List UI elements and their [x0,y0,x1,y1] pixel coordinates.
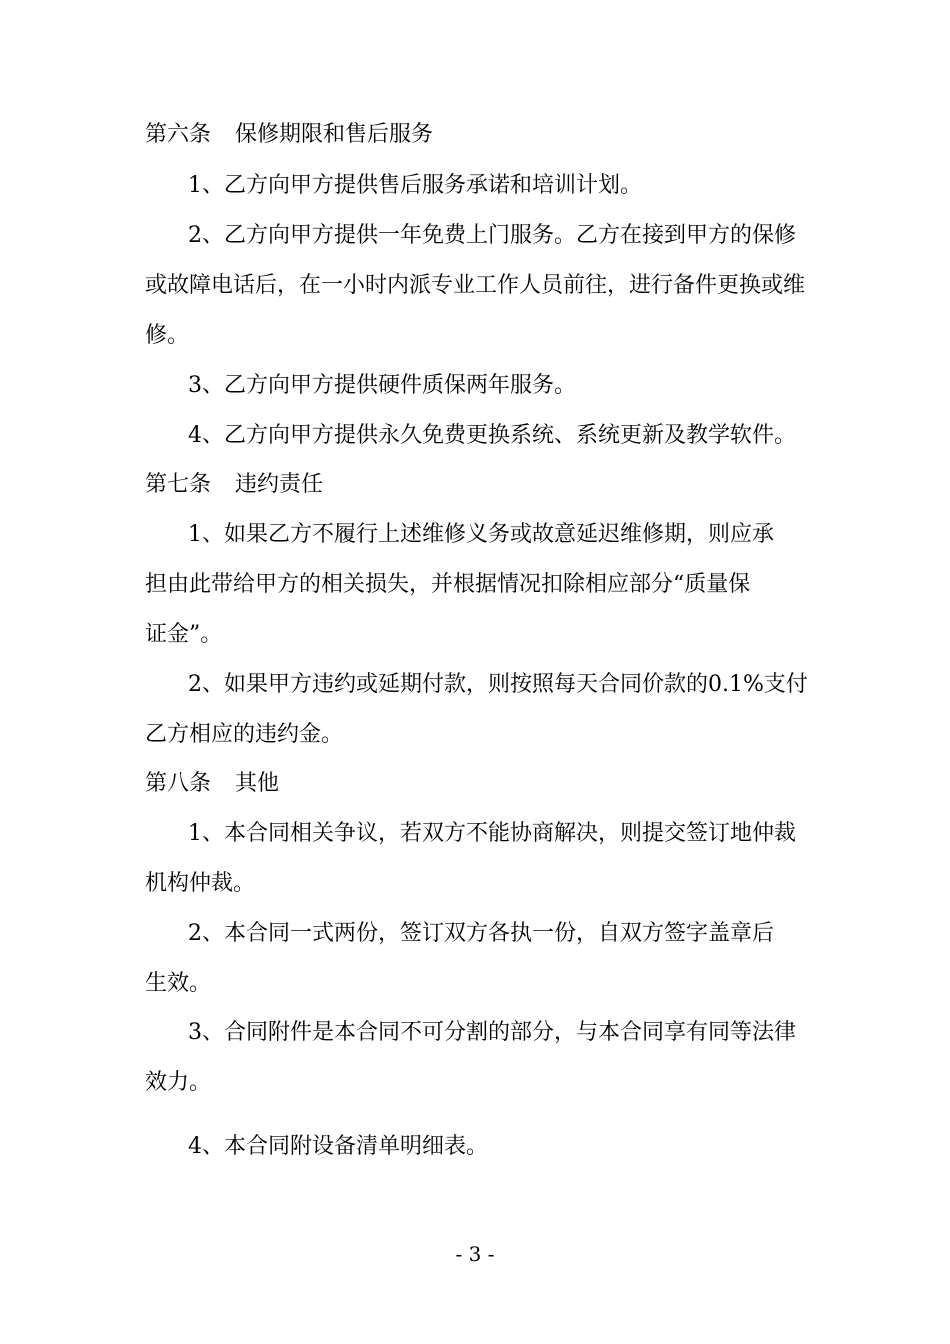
section-7-item-1-cont-2: 证金”。 [145,622,223,647]
section-6-title: 保修期限和售后服务 [235,122,434,147]
section-8-heading [145,769,279,799]
section-6-item-2-cont: 或故障电话后，在一小时内派专业工作人员前往，进行备件更换或维 [145,273,806,298]
section-8-number: 第八条 [145,771,212,796]
section-6-heading [145,120,433,150]
section-8-item-1-cont: 机构仲裁。 [145,871,256,896]
section-7-title: 违约责任 [235,472,324,497]
section-8-item-2: 2、本合同一式两份，签订双方各执一份，自双方签字盖章后 [188,921,774,946]
section-7-number: 第七条 [145,472,212,497]
section-8-item-2-cont: 生效。 [145,971,212,996]
section-8-title: 其他 [235,771,280,796]
section-8-item-3: 3、合同附件是本合同不可分割的部分，与本合同享有同等法律 [188,1020,796,1045]
section-8-item-3-cont: 效力。 [145,1070,212,1095]
page-number: - 3 - [455,1242,495,1266]
section-6-item-3: 3、乙方向甲方提供硬件质保两年服务。 [188,373,576,398]
section-6-number: 第六条 [145,122,212,147]
section-6-item-2: 2、乙方向甲方提供一年免费上门服务。乙方在接到甲方的保修 [188,223,796,248]
section-7-item-1: 1、如果乙方不履行上述维修义务或故意延迟维修期，则应承 [188,522,774,547]
section-6-item-1: 1、乙方向甲方提供售后服务承诺和培训计划。 [188,173,642,198]
section-7-item-1-cont: 担由此带给甲方的相关损失，并根据情况扣除相应部分“质量保 [145,572,751,597]
section-8-item-4: 4、本合同附设备清单明细表。 [188,1134,488,1159]
section-7-heading [145,470,323,500]
section-7-item-2-cont: 乙方相应的违约金。 [145,722,344,747]
section-6-item-2-cont-2: 修。 [145,323,190,348]
section-8-item-1: 1、本合同相关争议，若双方不能协商解决，则提交签订地仲裁 [188,821,796,846]
section-6-item-4: 4、乙方向甲方提供永久免费更换系统、系统更新及教学软件。 [188,423,796,448]
section-7-item-2: 2、如果甲方违约或延期付款，则按照每天合同价款的0.1%支付 [188,672,808,697]
